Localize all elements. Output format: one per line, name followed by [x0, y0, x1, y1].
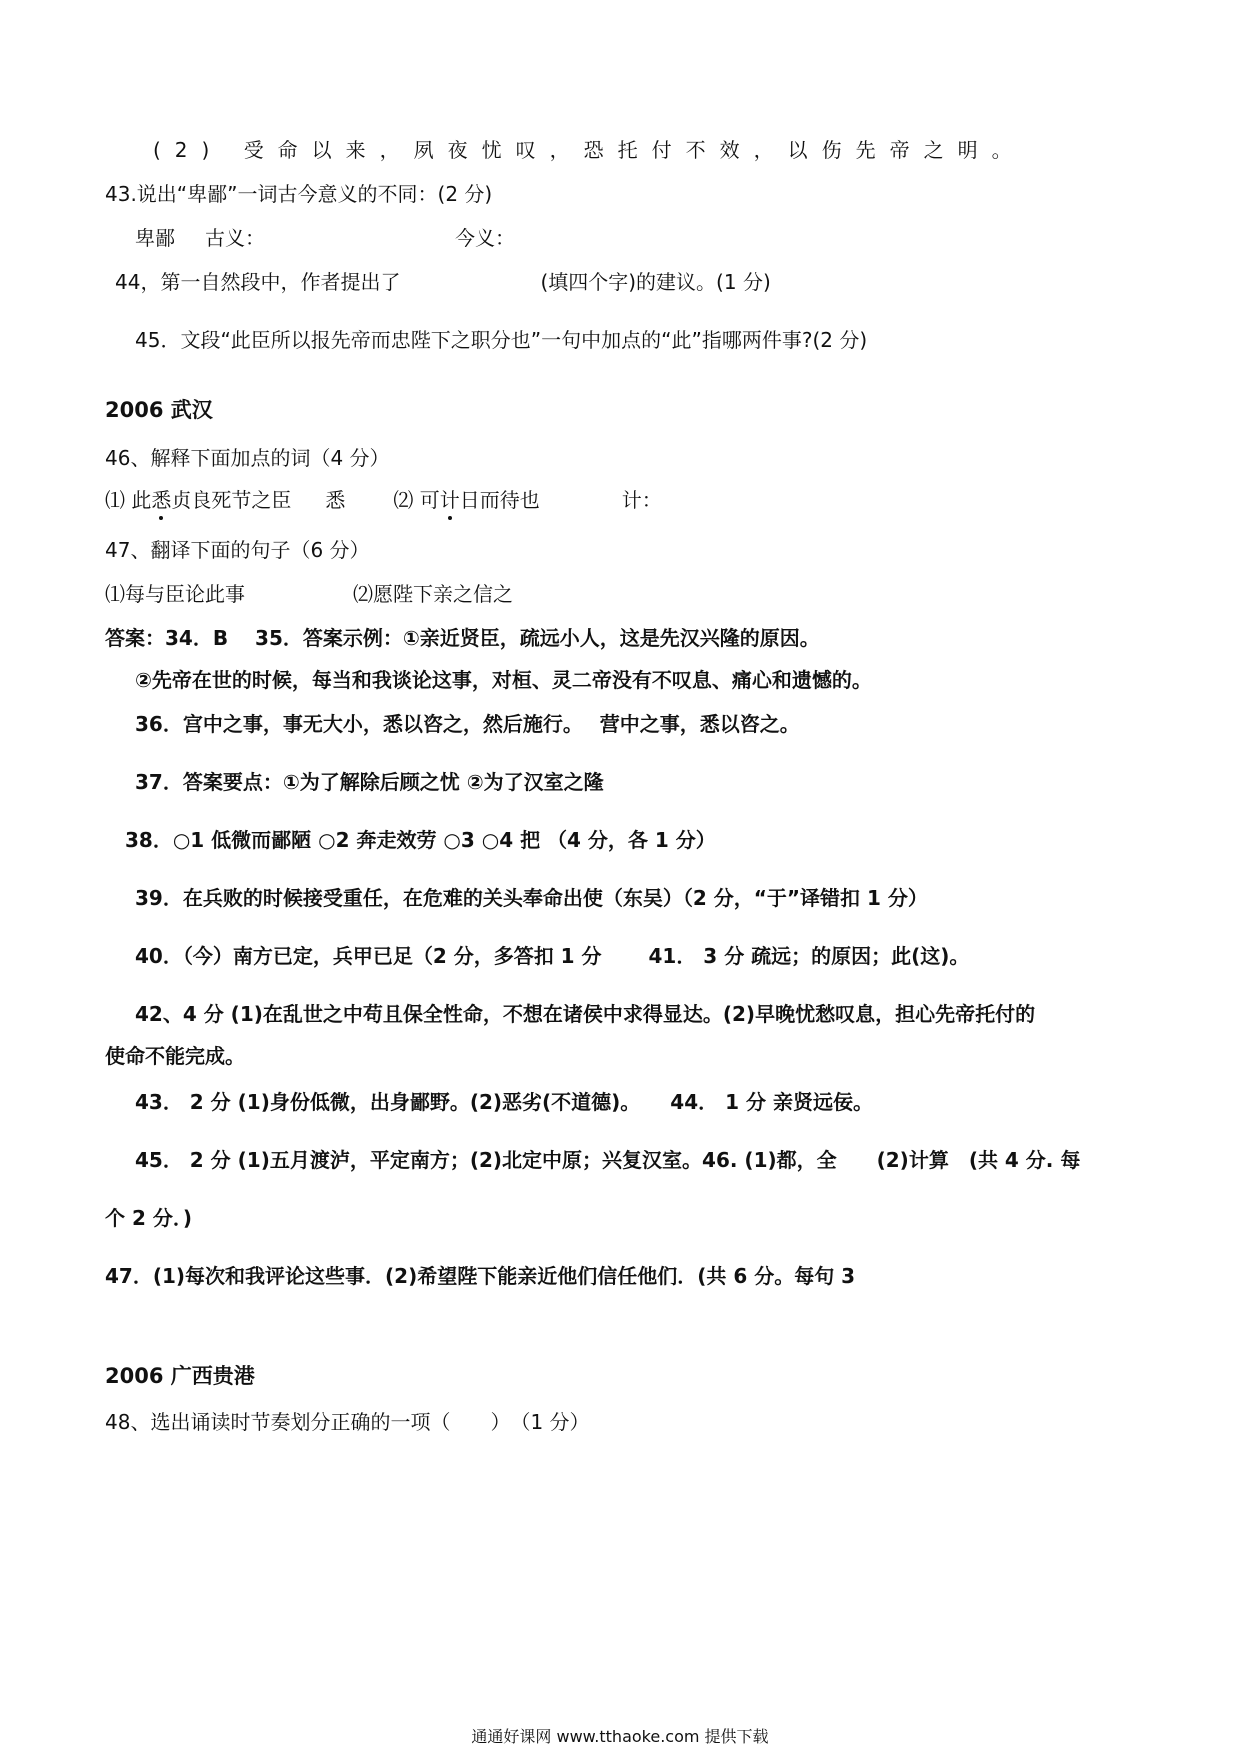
q44-text-a: 44，第一自然段中，作者提出了 — [115, 270, 401, 294]
q43-answer-row — [135, 224, 515, 252]
q47-prompt: 47、翻译下面的句子（6 分） — [105, 538, 370, 562]
q43-prompt: 43.说出“卑鄙”一词古今意义的不同：(2 分) — [105, 182, 493, 206]
q46-item2-dotted-char: 计 — [439, 488, 460, 512]
q46-item1-a: ⑴ 此 — [105, 488, 152, 512]
q46-item2-key: 计： — [621, 488, 662, 512]
q44-text-b: (填四个字)的建议。(1 分) — [540, 270, 771, 294]
q47-item1: ⑴每与臣论此事 — [105, 582, 245, 606]
q46-item1-key: 悉 — [325, 488, 346, 512]
q46-item1-dotted-char: 悉 — [151, 488, 172, 512]
section-heading-wuhan: 2006 武汉 — [105, 398, 213, 422]
q44-prompt — [115, 268, 771, 296]
q47-item2: ⑵愿陛下亲之信之 — [353, 582, 513, 606]
answer-line-11: 45． 2 分 (1)五月渡泸，平定南方；(2)北定中原；兴复汉室。46. (1)都，全 (2)计算 (共 4 分. 每 — [135, 1148, 1081, 1172]
answer-line-2: ②先帝在世的时候，每当和我谈论这事，对桓、灵二帝没有不叹息、痛心和遗憾的。 — [135, 668, 872, 692]
answer-line-5: 38．○1 低微而鄙陋 ○2 奔走效劳 ○3 ○4 把 （4 分，各 1 分） — [125, 828, 716, 852]
answer-line-10: 43． 2 分 (1)身份低微，出身鄙野。(2)恶劣(不道德)。 44． 1 分 亲贤远佞。 — [135, 1090, 873, 1114]
q43-word: 卑鄙 — [135, 226, 175, 250]
page-footer: 通通好课网 www.tthaoke.com 提供下载 — [471, 1727, 769, 1746]
answer-line-13: 47．(1)每次和我评论这些事．(2)希望陛下能亲近他们信任他们．(共 6 分。每句 3 — [105, 1264, 856, 1288]
q46-item1-b: 贞良死节之臣 — [171, 488, 292, 512]
section-heading-guigang: 2006 广西贵港 — [105, 1364, 255, 1388]
q43-old-meaning-label: 古义： — [205, 226, 265, 250]
q46-item2-a: ⑵ 可 — [393, 488, 440, 512]
q42-sentence-2: (2) 受命以来，夙夜忧叹，恐托付不效，以伤先帝之明。 — [153, 138, 1026, 162]
answer-line-1: 答案：34．B 35．答案示例：①亲近贤臣，疏远小人，这是先汉兴隆的原因。 — [105, 626, 820, 650]
answer-line-4: 37．答案要点：①为了解除后顾之忧 ②为了汉室之隆 — [135, 770, 604, 794]
answer-line-8: 42、4 分 (1)在乱世之中苟且保全性命，不想在诸侯中求得显达。(2)早晚忧愁叹息，担心先帝托付的 — [135, 1002, 1036, 1026]
q46-item2-b: 日而待也 — [459, 488, 540, 512]
answer-line-7: 40．（今）南方已定，兵甲已足（2 分，多答扣 1 分 41． 3 分 疏远；的原因；此(这)。 — [135, 944, 970, 968]
answer-line-9: 使命不能完成。 — [105, 1044, 245, 1068]
q45-prompt: 45．文段“此臣所以报先帝而忠陛下之职分也”一句中加点的“此”指哪两件事?(2 分) — [135, 328, 868, 352]
q47-items — [105, 580, 513, 608]
answer-line-12: 个 2 分．) — [105, 1206, 192, 1230]
answer-line-6: 39．在兵败的时候接受重任，在危难的关头奉命出使（东吴）（2 分，“于”译错扣 1 分） — [135, 886, 928, 910]
q48-prompt: 48、选出诵读时节奏划分正确的一项（ ） （1 分） — [105, 1410, 590, 1434]
q46-prompt: 46、解释下面加点的词（4 分） — [105, 446, 390, 470]
q43-new-meaning-label: 今义： — [455, 226, 515, 250]
answer-line-3: 36．宫中之事，事无大小，悉以咨之，然后施行。 营中之事，悉以咨之。 — [135, 712, 800, 736]
q46-items — [105, 486, 662, 514]
